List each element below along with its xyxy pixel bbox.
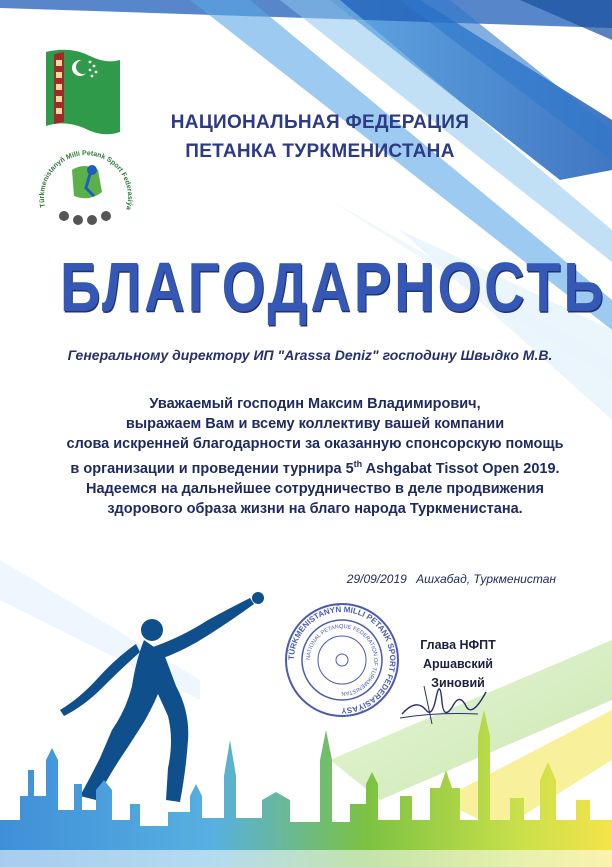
body-line-tournament: в организации и проведении турнира 5th Ashgabat Tissot Open 2019. — [70, 459, 560, 477]
signer-name: Аршавский Зиновий — [423, 657, 493, 690]
body-line: Уважаемый господин Максим Владимирович, — [149, 396, 481, 412]
body-line: здорового образа жизни на благо народа Туркменистана. — [107, 500, 523, 517]
svg-text:Türkmenistanyň Milli Petank Sp: Türkmenistanyň Milli Petank Sport Federasiýa — [38, 150, 134, 211]
organization-name-line1: НАЦИОНАЛЬНАЯ ФЕДЕРАЦИЯ — [170, 112, 470, 133]
svg-text:NATIONAL PETANQUE FEDERATION O: NATIONAL PETANQUE FEDERATION OF TURKMENISTAN — [305, 623, 379, 697]
organization-name-line2: ПЕТАНКА ТУРКМЕНИСТАНА — [185, 141, 455, 162]
organization-name — [130, 108, 510, 166]
certificate-title: БЛАГОДАРНОСТЬ — [60, 247, 607, 326]
body-line: слова искренней благодарности за оказанную спонсорскую помощь — [66, 436, 564, 452]
federation-emblem-icon — [34, 140, 138, 236]
signer-title: Глава НФПТ — [420, 638, 496, 652]
certificate-body — [50, 394, 580, 519]
turkmenistan-flag-icon — [40, 42, 122, 142]
city-skyline-icon — [0, 700, 612, 867]
ordinal-suffix: th — [353, 459, 363, 469]
body-line: Надеемся на дальнейшее сотрудничество в деле продвижения — [86, 480, 544, 497]
svg-text:TÜRKMENISTANYŇ MILLI PETANK SP: TÜRKMENISTANYŇ MILLI PETANK SPORT FEDERASIÝASY — [286, 604, 398, 716]
date-and-place — [296, 572, 556, 586]
recipient-line: Генеральному директору ИП "Arassa Deniz" господину Швыдко М.В. — [67, 347, 553, 363]
issue-place: Ашхабад, Туркменистан — [416, 572, 556, 586]
issue-date: 29/09/2019 — [346, 572, 407, 586]
body-line: выражаем Вам и всему коллективу вашей компании — [125, 416, 505, 432]
